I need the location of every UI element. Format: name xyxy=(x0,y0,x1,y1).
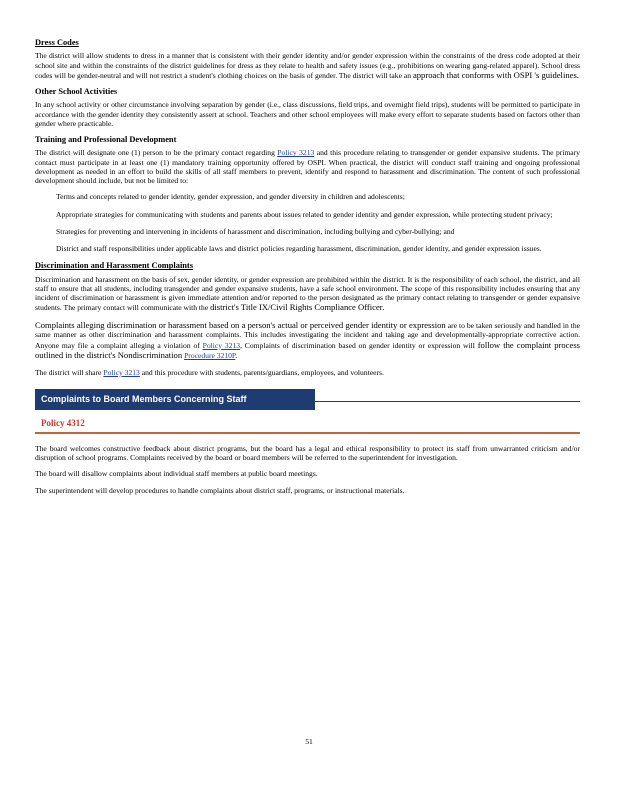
complaints-paragraph xyxy=(35,320,580,361)
training-paragraph xyxy=(35,148,580,185)
training-topic-list xyxy=(35,192,580,253)
list-item: Strategies for preventing and intervening in incidents of harassment and discrimination, including bullying and cyber-bullying; and xyxy=(56,226,455,236)
document-page xyxy=(35,38,580,502)
other-activities-paragraph: In any school activity or other circumstance involving separation by gender (i.e., class discussions, field trips, and overnight field trips), students will be permitted to participate in accordance with the gender identity they consistently assert at school. Teachers and other school employees will make every effort to separate students based on factors other than gender where practicable. xyxy=(35,100,580,128)
list-item: Appropriate strategies for communicating with students and parents about issues related to gender identity and gender expression, while protecting student privacy; xyxy=(56,209,553,219)
page-number: 51 xyxy=(305,737,313,746)
board-paragraph-1: The board welcomes constructive feedback about district programs, but the board has a legal and ethical responsibility to protect its staff from unwarranted criticism and/or disruption of school programs. Complaints received by the board or board members will be referred to the superintendent for investigation. xyxy=(35,443,580,463)
dress-codes-paragraph xyxy=(35,51,580,80)
list-item: Terms and concepts related to gender identity, gender expression, and gender diversity in children and adolescents; xyxy=(56,192,405,202)
discrimination-paragraph xyxy=(35,275,580,313)
policy-3213-link[interactable]: Policy 3213 xyxy=(103,367,140,377)
policy-3213-link[interactable]: Policy 3213 xyxy=(202,340,241,350)
share-post: and this procedure with students, parents/guardians, employees, and volunteers. xyxy=(141,367,384,377)
discrimination-heading: Discrimination and Harassment Complaints xyxy=(35,261,193,271)
dress-codes-heading: Dress Codes xyxy=(35,38,79,47)
share-paragraph xyxy=(35,368,580,377)
board-paragraph-2: The board will disallow complaints about individual staff members at public board meetings. xyxy=(35,469,318,479)
complaints-lead: Complaints alleging discrimination or harassment based on a person's actual or perceived gender identity or expression xyxy=(35,319,446,330)
policy-3213-link[interactable]: Policy 3213 xyxy=(277,148,315,158)
board-paragraph-3: The superintendent will develop procedures to handle complaints about district staff, programs, or instructional materials. xyxy=(35,485,405,495)
discrimination-body: Discrimination and harassment on the basis of sex, gender identity, or gender expression are prohibited within the district. It is the responsibility of each school, the district, and all staff to ensure that all students, including transgender and gender expansive students, have a safe school environment. The scope of this responsibility includes ensuring that any incident of discrimination or harassment is given immediate attention and/or reported to the person designated as the primary contact relating to transgender or gender expansive students. The primary contact will communicate with the xyxy=(35,274,580,313)
complaints-tail-post: . xyxy=(235,351,238,361)
section-divider xyxy=(35,432,580,434)
training-heading: Training and Professional Development xyxy=(35,135,177,145)
complaints-body-pre: are to be taken seriously and handled in the same manner as other discrimination and harassment complaints. This includes investigating the incident and taking age and developmentally-appropriate corrective action. Anyone may file a complaint alleging a violation of xyxy=(35,320,580,350)
procedure-3210p-link[interactable]: Procedure 3210P xyxy=(184,351,236,361)
section-banner-row xyxy=(35,389,580,410)
list-item: District and staff responsibilities under applicable laws and district policies regarding harassment, discrimination, gender identity, and gender expression issues. xyxy=(56,244,542,254)
section-banner: Complaints to Board Members Concerning Staff xyxy=(35,389,315,410)
policy-number: Policy 4312 xyxy=(41,417,85,428)
discrimination-tail: district's Title IX/Civil Rights Compliance Officer. xyxy=(210,302,385,313)
dress-codes-tail: approach that conforms with OSPI 's guidelines. xyxy=(412,69,579,80)
complaints-body-mid: , Complaints of discrimination based on gender identity or expression will xyxy=(240,340,475,350)
dress-codes-body: The district will allow students to dress in a manner that is consistent with their gender identity and/or gender expression within the constraints of the dress code adopted at their school site and within the constraints of the district guidelines for dress as they relate to health and safety issues (e.g., prohibitions on wearing gang-related apparel). School dress codes will be gender-neutral and will not restrict a student's clothing choices on the basis of gender. The district will take an xyxy=(35,51,580,80)
training-body-post: and this procedure relating to transgender or gender expansive students. The primary contact must participate in at least one (1) mandatory training opportunity offered by OSPI. When practical, the district will conduct staff training and ongoing professional development as needed in an effort to build the skills of all staff members to prevent, identify and respond to harassment and discrimination. The content of such professional development should include, but not be limited to: xyxy=(35,148,580,186)
training-body-pre: The district will designate one (1) person to be the primary contact regarding xyxy=(35,148,275,158)
other-activities-heading: Other School Activities xyxy=(35,87,118,97)
share-pre: The district will share xyxy=(35,367,102,377)
complaints-tail-pre: follow the complaint process outlined in the district's Nondiscrimination xyxy=(35,339,581,361)
